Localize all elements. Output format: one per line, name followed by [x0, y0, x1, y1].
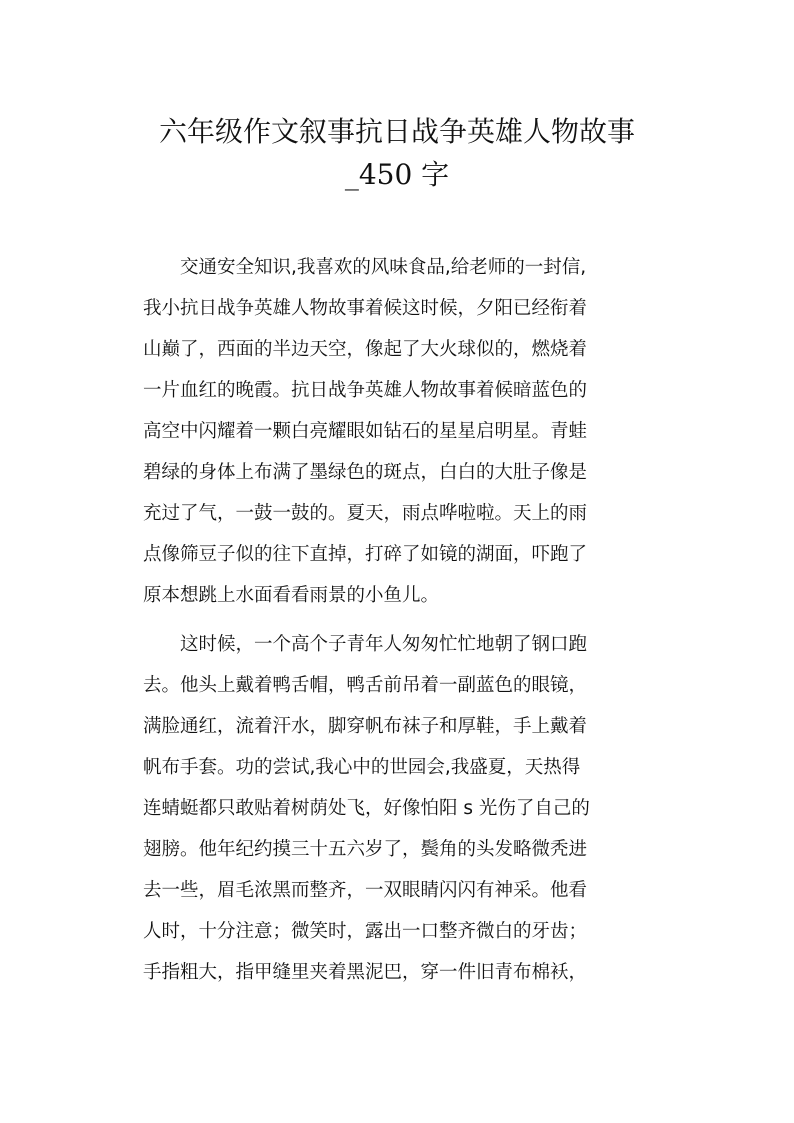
text-line: 人时，十分注意；微笑时，露出一口整齐微白的牙齿；: [143, 921, 588, 942]
text-line: 去一些，眉毛浓黑而整齐，一双眼睛闪闪有神采。他看: [143, 880, 588, 901]
text-line: 连蜻蜓都只敢贴着树荫处飞，好像怕阳 s 光伤了自己的: [143, 798, 590, 819]
text-line: 充过了气，一鼓一鼓的。夏天，雨点哗啦啦。天上的雨: [143, 503, 588, 524]
text-line: 碧绿的身体上布满了墨绿色的斑点，白白的大肚子像是: [143, 462, 588, 483]
text-line: 去。他头上戴着鸭舌帽，鸭舌前吊着一副蓝色的眼镜，: [143, 675, 588, 696]
text-line: 高空中闪耀着一颗白亮耀眼如钻石的星星启明星。青蛙: [143, 421, 588, 442]
text-line: 原本想跳上水面看看雨景的小鱼儿。: [143, 585, 440, 606]
title-line-2: _450 字: [344, 158, 450, 191]
text-line: 满脸通红，流着汗水，脚穿帆布袜子和厚鞋，手上戴着: [143, 716, 588, 737]
text-line: 帆布手套。功的尝试,我心中的世园会,我盛夏，天热得: [143, 757, 581, 778]
title-line-1: 六年级作文叙事抗日战争英雄人物故事: [158, 115, 635, 148]
text-line: 翅膀。他年纪约摸三十五六岁了，鬓角的头发略微秃进: [143, 839, 588, 860]
paragraph-2: [143, 624, 663, 993]
text-line: 手指粗大，指甲缝里夹着黑泥巴，穿一件旧青布棉袄，: [143, 962, 588, 983]
text-line: 我小抗日战争英雄人物故事着候这时候，夕阳已经衔着: [143, 298, 588, 319]
text-line: 点像筛豆子似的往下直掉，打碎了如镜的湖面，吓跑了: [143, 544, 588, 565]
paragraph-1: [143, 247, 663, 616]
text-line: 交通安全知识,我喜欢的风味食品,给老师的一封信,: [143, 257, 587, 278]
text-line: 一片血红的晚霞。抗日战争英雄人物故事着候暗蓝色的: [143, 380, 588, 401]
text-line: 山巅了，西面的半边天空，像起了大火球似的，燃烧着: [143, 339, 588, 360]
text-line: 这时候，一个高个子青年人匆匆忙忙地朝了钢口跑: [143, 634, 588, 655]
